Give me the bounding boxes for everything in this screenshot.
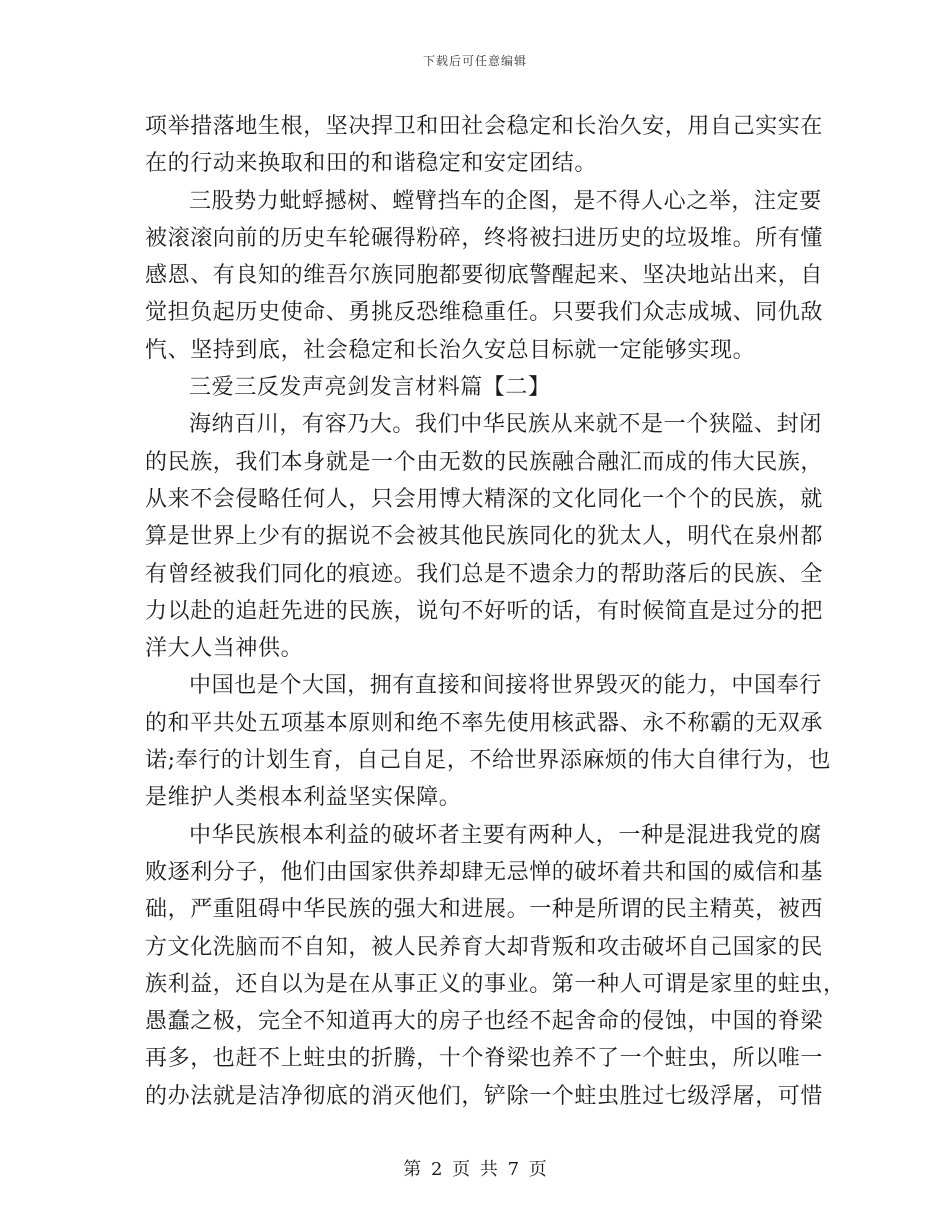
text-line: 族利益，还自以为是在从事正义的事业。第一种人可谓是家里的蛀虫， xyxy=(145,971,846,997)
text-line: 在的行动来换取和田的和谐稳定和安定团结。 xyxy=(145,151,598,177)
text-line: 三股势力蚍蜉撼树、螳臂挡车的企图，是不得人心之举，注定要 xyxy=(189,188,822,214)
text-line: 力以赴的追赶先进的民族，说句不好听的话，有时候简直是过分的把 xyxy=(145,598,824,624)
text-line: 被滚滚向前的历史车轮碾得粉碎，终将被扫进历史的垃圾堆。所有懂 xyxy=(145,225,824,251)
text-line: 础，严重阻碍中华民族的强大和进展。一种是所谓的民主精英，被西 xyxy=(145,897,824,923)
text-line: 的办法就是洁净彻底的消灭他们，铲除一个蛀虫胜过七级浮屠，可惜 xyxy=(145,1083,824,1109)
text-line: 中国也是个大国，拥有直接和间接将世界毁灭的能力，中国奉行 xyxy=(189,673,822,699)
text-line: 从来不会侵略任何人，只会用博大精深的文化同化一个个的民族，就 xyxy=(145,486,824,512)
text-line: 是维护人类根本利益坚实保障。 xyxy=(145,785,462,811)
text-line: 有曾经被我们同化的痕迹。我们总是不遗余力的帮助落后的民族、全 xyxy=(145,561,824,587)
page-header: 下载后可任意编辑 xyxy=(422,54,527,68)
text-line: 的和平共处五项基本原则和绝不率先使用核武器、永不称霸的无双承 xyxy=(145,710,824,736)
text-line: 算是世界上少有的据说不会被其他民族同化的犹太人，明代在泉州都 xyxy=(145,524,824,550)
text-line: 的民族，我们本身就是一个由无数的民族融合融汇而成的伟大民族， xyxy=(145,449,824,475)
text-line: 愚蠢之极，完全不知道再大的房子也经不起舍命的侵蚀，中国的脊梁 xyxy=(145,1009,824,1035)
text-line: 海纳百川，有容乃大。我们中华民族从来就不是一个狭隘、封闭 xyxy=(189,412,822,438)
text-line: 败逐利分子，他们由国家供养却肆无忌惮的破坏着共和国的威信和基 xyxy=(145,859,824,885)
page-number-footer: 第 2 页 共 7 页 xyxy=(403,1159,547,1180)
text-line: 三爱三反发声亮剑发言材料篇【二】 xyxy=(189,375,551,401)
text-line: 觉担负起历史使命、勇挑反恐维稳重任。只要我们众志成城、同仇敌 xyxy=(145,300,824,326)
text-line: 感恩、有良知的维吾尔族同胞都要彻底警醒起来、坚决地站出来，自 xyxy=(145,263,824,289)
text-line: 洋大人当神供。 xyxy=(145,636,304,662)
text-line: 再多，也赶不上蛀虫的折腾，十个脊梁也养不了一个蛀虫，所以唯一 xyxy=(145,1046,824,1072)
document-body xyxy=(145,108,846,1115)
text-line: 诺;奉行的计划生育，自己自足，不给世界添麻烦的伟大自律行为，也 xyxy=(145,748,832,774)
text-line: 忾、坚持到底，社会稳定和长治久安总目标就一定能够实现。 xyxy=(145,337,756,363)
text-line: 项举措落地生根，坚决捍卫和田社会稳定和长治久安，用自己实实在 xyxy=(145,114,824,139)
text-line: 方文化洗脑而不自知，被人民养育大却背叛和攻击破坏自己国家的民 xyxy=(145,934,824,960)
text-line: 中华民族根本利益的破坏者主要有两种人，一种是混进我党的腐 xyxy=(189,822,822,848)
